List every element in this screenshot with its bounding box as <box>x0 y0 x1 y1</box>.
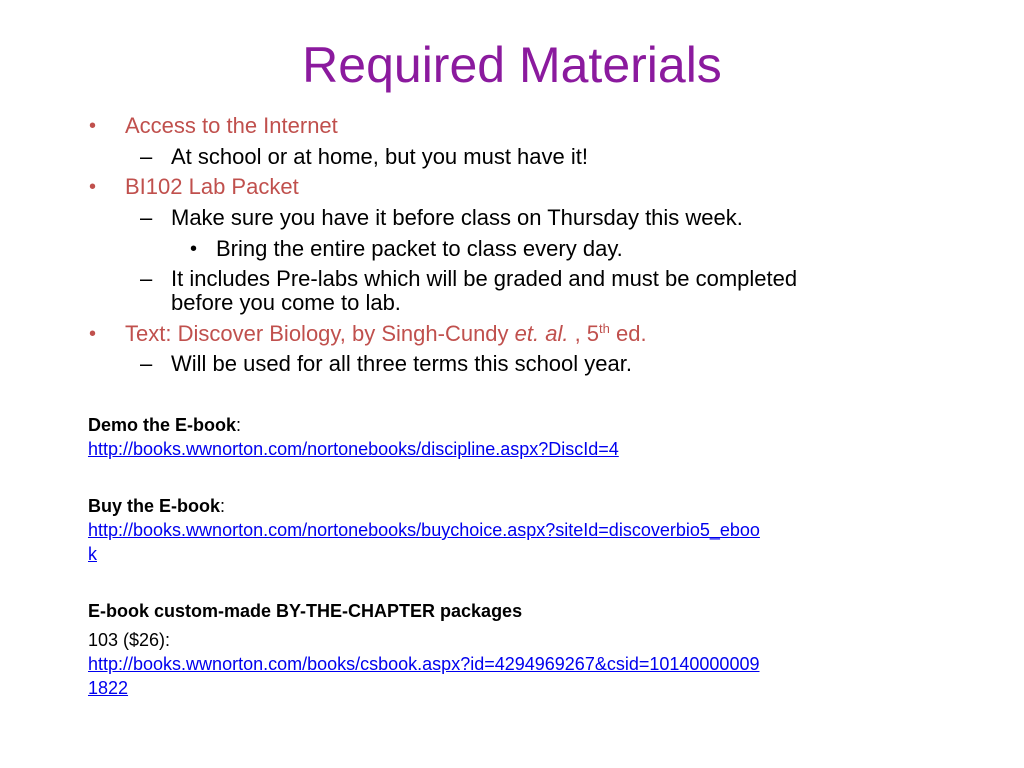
buy-ebook-link-line2[interactable]: k <box>88 544 97 564</box>
textbook-edition-suffix: th <box>599 321 610 336</box>
textbook-prefix: Text: Discover Biology, by Singh-Cundy <box>125 321 515 346</box>
custom-price: 103 ($26): <box>88 630 171 650</box>
textbook-edition-number: , 5 <box>568 321 600 346</box>
custom-ebook-link-line1[interactable]: http://books.wwnorton.com/books/csbook.aspx?id=4294969267&csid=10140000009 <box>88 654 760 674</box>
bullet-textbook <box>125 320 647 348</box>
sub-bullet-three-terms: Will be used for all three terms this school year. <box>171 351 632 376</box>
demo-heading-colon: : <box>236 415 242 435</box>
dash-icon: – <box>140 351 153 376</box>
sub-bullet-internet: At school or at home, but you must have it! <box>171 144 588 169</box>
textbook-et-al: et. al. <box>514 321 569 346</box>
dash-icon: – <box>140 205 153 230</box>
dash-icon: – <box>140 266 153 291</box>
sub-bullet-prelabs-line1: It includes Pre-labs which will be graded and must be completed <box>171 266 798 291</box>
buy-heading <box>88 494 225 518</box>
bullet-icon: • <box>89 176 97 198</box>
bullet-icon: • <box>190 238 198 260</box>
bullet-lab-packet: BI102 Lab Packet <box>125 174 299 199</box>
demo-heading-label: Demo the E-book <box>88 415 237 435</box>
buy-heading-label: Buy the E-book <box>88 496 221 516</box>
sub-bullet-lab-packet-thursday: Make sure you have it before class on Thursday this week. <box>171 205 743 230</box>
custom-ebook-link-line2[interactable]: 1822 <box>88 678 129 698</box>
demo-heading <box>88 413 241 437</box>
textbook-edition-label: ed. <box>609 321 647 346</box>
buy-heading-colon: : <box>220 496 226 516</box>
bullet-icon: • <box>89 323 97 345</box>
custom-heading-label: E-book custom-made BY-THE-CHAPTER packages <box>88 601 523 621</box>
buy-ebook-link-line1[interactable]: http://books.wwnorton.com/nortonebooks/buychoice.aspx?siteId=discoverbio5_eboo <box>88 520 760 540</box>
bullet-internet: Access to the Internet <box>125 113 338 138</box>
dash-icon: – <box>140 144 153 169</box>
bullet-icon: • <box>89 115 97 137</box>
custom-heading <box>88 599 522 623</box>
slide-title: Required Materials <box>302 37 722 93</box>
sub-bullet-prelabs-line2: before you come to lab. <box>171 290 401 315</box>
sub-sub-bullet-entire-packet: Bring the entire packet to class every day. <box>216 236 623 261</box>
demo-ebook-link[interactable]: http://books.wwnorton.com/nortonebooks/discipline.aspx?DiscId=4 <box>88 439 619 459</box>
